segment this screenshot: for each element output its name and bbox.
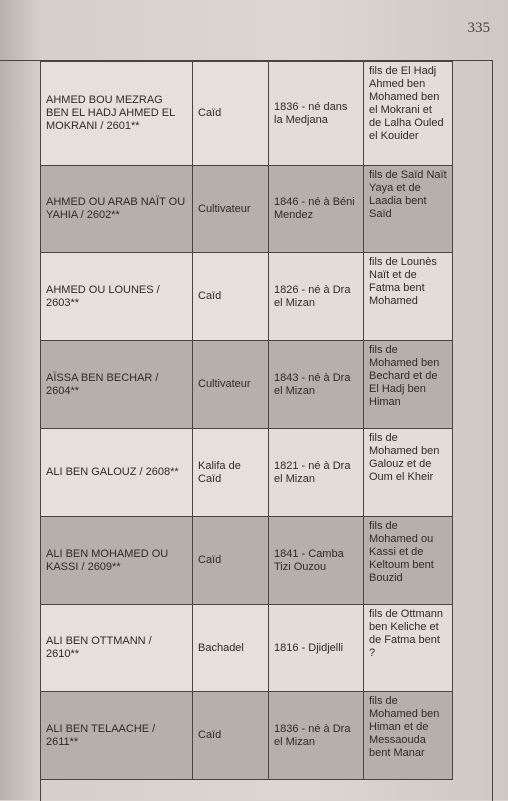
table-row [41,341,453,429]
birth-cell: 1846 - né à Béni Mendez [269,166,364,253]
parents-cell: fils de Ottmann ben Keliche et de Fatma bent ? [364,605,453,692]
birth-cell: 1821 - né à Dra el Mizan [269,429,364,517]
person-name-cell: AÏSSA BEN BECHAR / 2604** [41,341,193,429]
occupation-cell: Cultivateur [193,166,269,253]
person-name-cell: ALI BEN GALOUZ / 2608** [41,429,193,517]
birth-cell: 1826 - né à Dra el Mizan [269,253,364,341]
occupation-cell: Cultivateur [193,341,269,429]
occupation-cell: Caïd [193,253,269,341]
table-row [41,253,453,341]
page-number: 335 [467,20,490,36]
birth-cell: 1816 - Djidjelli [269,605,364,692]
parents-cell: fils de Mohamed ben Himan et de Messaouda bent Manar [364,692,453,780]
person-name-cell: ALI BEN MOHAMED OU KASSI / 2609** [41,517,193,605]
birth-cell: 1836 - né dans la Medjana [269,62,364,166]
parents-cell: fils de Saïd Naït Yaya et de Laadia bent Saïd [364,166,453,253]
parents-cell: fils de El Hadj Ahmed ben Mohamed ben el Mokrani et de Lalha Ouled el Kouider [364,62,453,166]
person-name-cell: AHMED BOU MEZRAG BEN EL HADJ AHMED EL MOKRANI / 2601** [41,62,193,166]
parents-cell: fils de Mohamed ben Galouz et de Oum el Kheir [364,429,453,517]
parents-cell: fils de Mohamed ou Kassi et de Keltoum bent Bouzid [364,517,453,605]
records-table-container [40,60,493,801]
occupation-cell: Kalifa de Caïd [193,429,269,517]
occupation-cell: Caïd [193,62,269,166]
left-margin-frame [0,60,41,801]
occupation-cell: Bachadel [193,605,269,692]
parents-cell: fils de Mohamed ben Bechard et de El Hadj ben Himan [364,341,453,429]
records-table-body [41,62,453,780]
birth-cell: 1841 - Camba Tizi Ouzou [269,517,364,605]
table-row [41,429,453,517]
person-name-cell: AHMED OU ARAB NAÏT OU YAHIA / 2602** [41,166,193,253]
table-row [41,517,453,605]
table-row [41,62,453,166]
person-name-cell: AHMED OU LOUNES / 2603** [41,253,193,341]
parents-cell: fils de Lounès Naït et de Fatma bent Mohamed [364,253,453,341]
occupation-cell: Caïd [193,517,269,605]
birth-cell: 1836 - né à Dra el Mizan [269,692,364,780]
table-row [41,166,453,253]
person-name-cell: ALI BEN OTTMANN / 2610** [41,605,193,692]
records-table [40,61,453,780]
birth-cell: 1843 - né à Dra el Mizan [269,341,364,429]
table-row [41,605,453,692]
occupation-cell: Caïd [193,692,269,780]
table-row [41,692,453,780]
person-name-cell: ALI BEN TELAACHE / 2611** [41,692,193,780]
